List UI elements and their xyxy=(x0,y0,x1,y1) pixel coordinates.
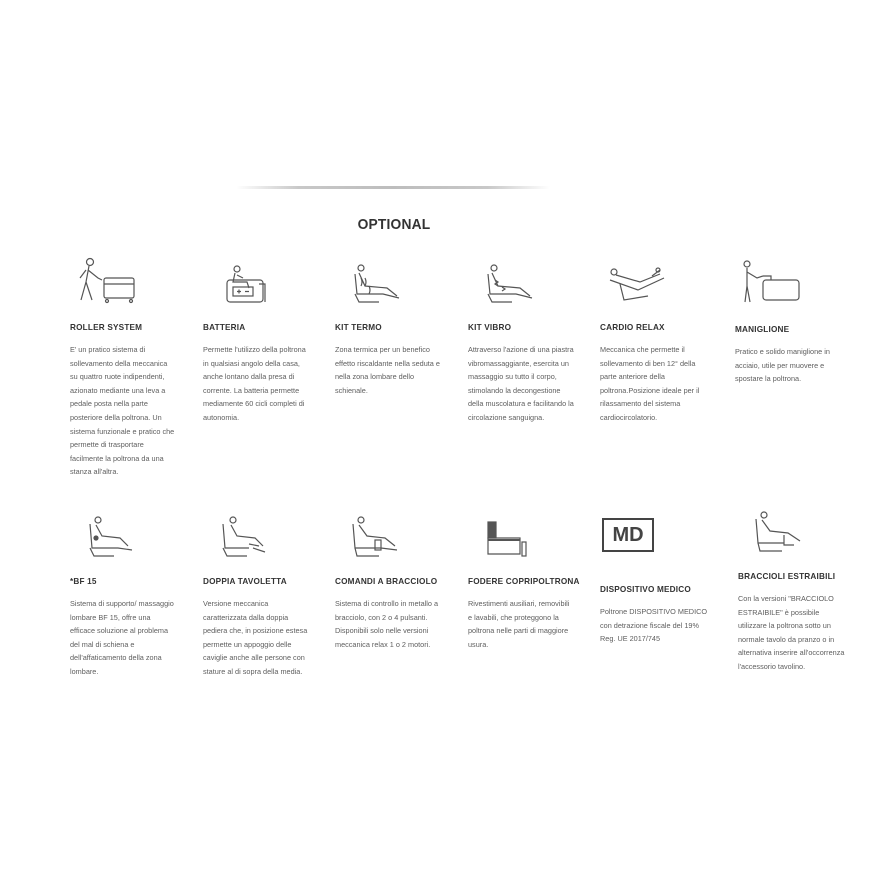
optional-item-fodere-copripoltrona xyxy=(468,510,608,651)
md-icon xyxy=(600,518,670,568)
page-title: OPTIONAL xyxy=(357,216,431,233)
item-title: DOPPIA TAVOLETTA xyxy=(203,577,287,586)
md-icon-text: MD xyxy=(602,518,654,552)
optional-item-maniglione xyxy=(735,256,870,386)
item-description: Permette l'utilizzo della poltrona in qualsiasi angolo della casa, anche lontano dalla presa di corrente. La batteria permette mediamente 60 cicli completi di autonomia. xyxy=(203,345,306,422)
item-description: Sistema di controllo in metallo a bracciolo, con 2 o 4 pulsanti. Disponibili solo nelle versioni meccanica relax 1 o 2 motori. xyxy=(335,599,439,649)
item-title: COMANDI A BRACCIOLO xyxy=(335,577,438,586)
armrest-remote-recliner-icon xyxy=(335,510,405,560)
person-lever-armchair-icon xyxy=(70,256,140,306)
item-title: *BF 15 xyxy=(70,577,97,586)
double-footrest-recliner-icon xyxy=(203,510,273,560)
optional-item-roller-system xyxy=(70,256,210,479)
item-title: KIT VIBRO xyxy=(468,323,512,332)
optional-item-doppia-tavoletta xyxy=(203,510,343,679)
item-description: Poltrone DISPOSITIVO MEDICO con detrazione fiscale del 19% Reg. UE 2017/745 xyxy=(600,607,708,644)
armchair-cover-icon xyxy=(468,510,538,560)
person-handle-armchair-icon xyxy=(735,256,805,306)
optional-item-dispositivo-medico xyxy=(600,510,740,646)
item-title: BATTERIA xyxy=(203,323,246,332)
item-description: Meccanica che permette il sollevamento di ben 12° della parte anteriore della poltrona.Posizione ideale per il rilassamento del sistema cardiocircolatorio. xyxy=(600,345,700,422)
item-description: Zona termica per un benefico effetto riscaldante nella seduta e nella zona lombare dello schienale. xyxy=(335,345,440,395)
optional-item-bf15 xyxy=(70,510,210,679)
optional-item-cardio-relax xyxy=(600,256,740,425)
vibrating-recliner-icon xyxy=(468,256,538,306)
battery-armchair-icon xyxy=(203,256,273,306)
item-description: Pratico e solido maniglione in acciaio, utile per muovere e spostare la poltrona. xyxy=(735,347,830,384)
item-title: CARDIO RELAX xyxy=(600,323,665,332)
optional-item-comandi-bracciolo xyxy=(335,510,475,651)
item-description: Sistema di supporto/ massaggio lombare BF 15, offre una efficace soluzione al problema del mal di schiena e dell'affaticamento della zona lombare. xyxy=(70,599,174,676)
optional-item-batteria xyxy=(203,256,343,425)
header-divider xyxy=(236,186,550,189)
item-title: ROLLER SYSTEM xyxy=(70,323,143,332)
item-title: BRACCIOLI ESTRAIBILI xyxy=(738,572,836,581)
lumbar-support-recliner-icon xyxy=(70,510,140,560)
item-description: Rivestimenti ausiliari, removibili e lavabili, che proteggono la poltrona nelle parti di maggiore usura. xyxy=(468,599,570,649)
item-description: Con la versioni "BRACCIOLO ESTRAIBILE" è possibile utilizzare la poltrona sotto un normale tavolo da pranzo o in alternativa inserire all'occorrenza l'accessorio tavolino. xyxy=(738,594,845,671)
item-title: MANIGLIONE xyxy=(735,325,790,334)
reclined-legs-raised-icon xyxy=(600,256,670,306)
item-description: Attraverso l'azione di una piastra vibromassaggiante, esercita un massaggio su tutto il corpo, stimolando la decongestione della muscolatura e facilitando la circolazione sanguigna. xyxy=(468,345,574,422)
optional-item-braccioli-estraibili xyxy=(738,505,870,674)
optional-item-kit-vibro xyxy=(468,256,608,425)
item-title: FODERE COPRIPOLTRONA xyxy=(468,577,580,586)
item-description: E' un pratico sistema di sollevamento della meccanica su quattro ruote indipendenti, azionato mediante una leva a pedale posta nella parte posteriore della poltrona. Un sistema funzionale e pratico che permette di trasportare facilmente la poltrona da una stanza all'altra. xyxy=(70,345,175,477)
optional-item-kit-termo xyxy=(335,256,475,397)
item-description: Versione meccanica caratterizzata dalla doppia pediera che, in posizione estesa permette un appoggio delle caviglie anche alle persone con stature al di sopra della media. xyxy=(203,599,308,676)
item-title: DISPOSITIVO MEDICO xyxy=(600,585,691,594)
heated-recliner-icon xyxy=(335,256,405,306)
item-title: KIT TERMO xyxy=(335,323,382,332)
removable-armrest-recliner-icon xyxy=(738,505,808,555)
